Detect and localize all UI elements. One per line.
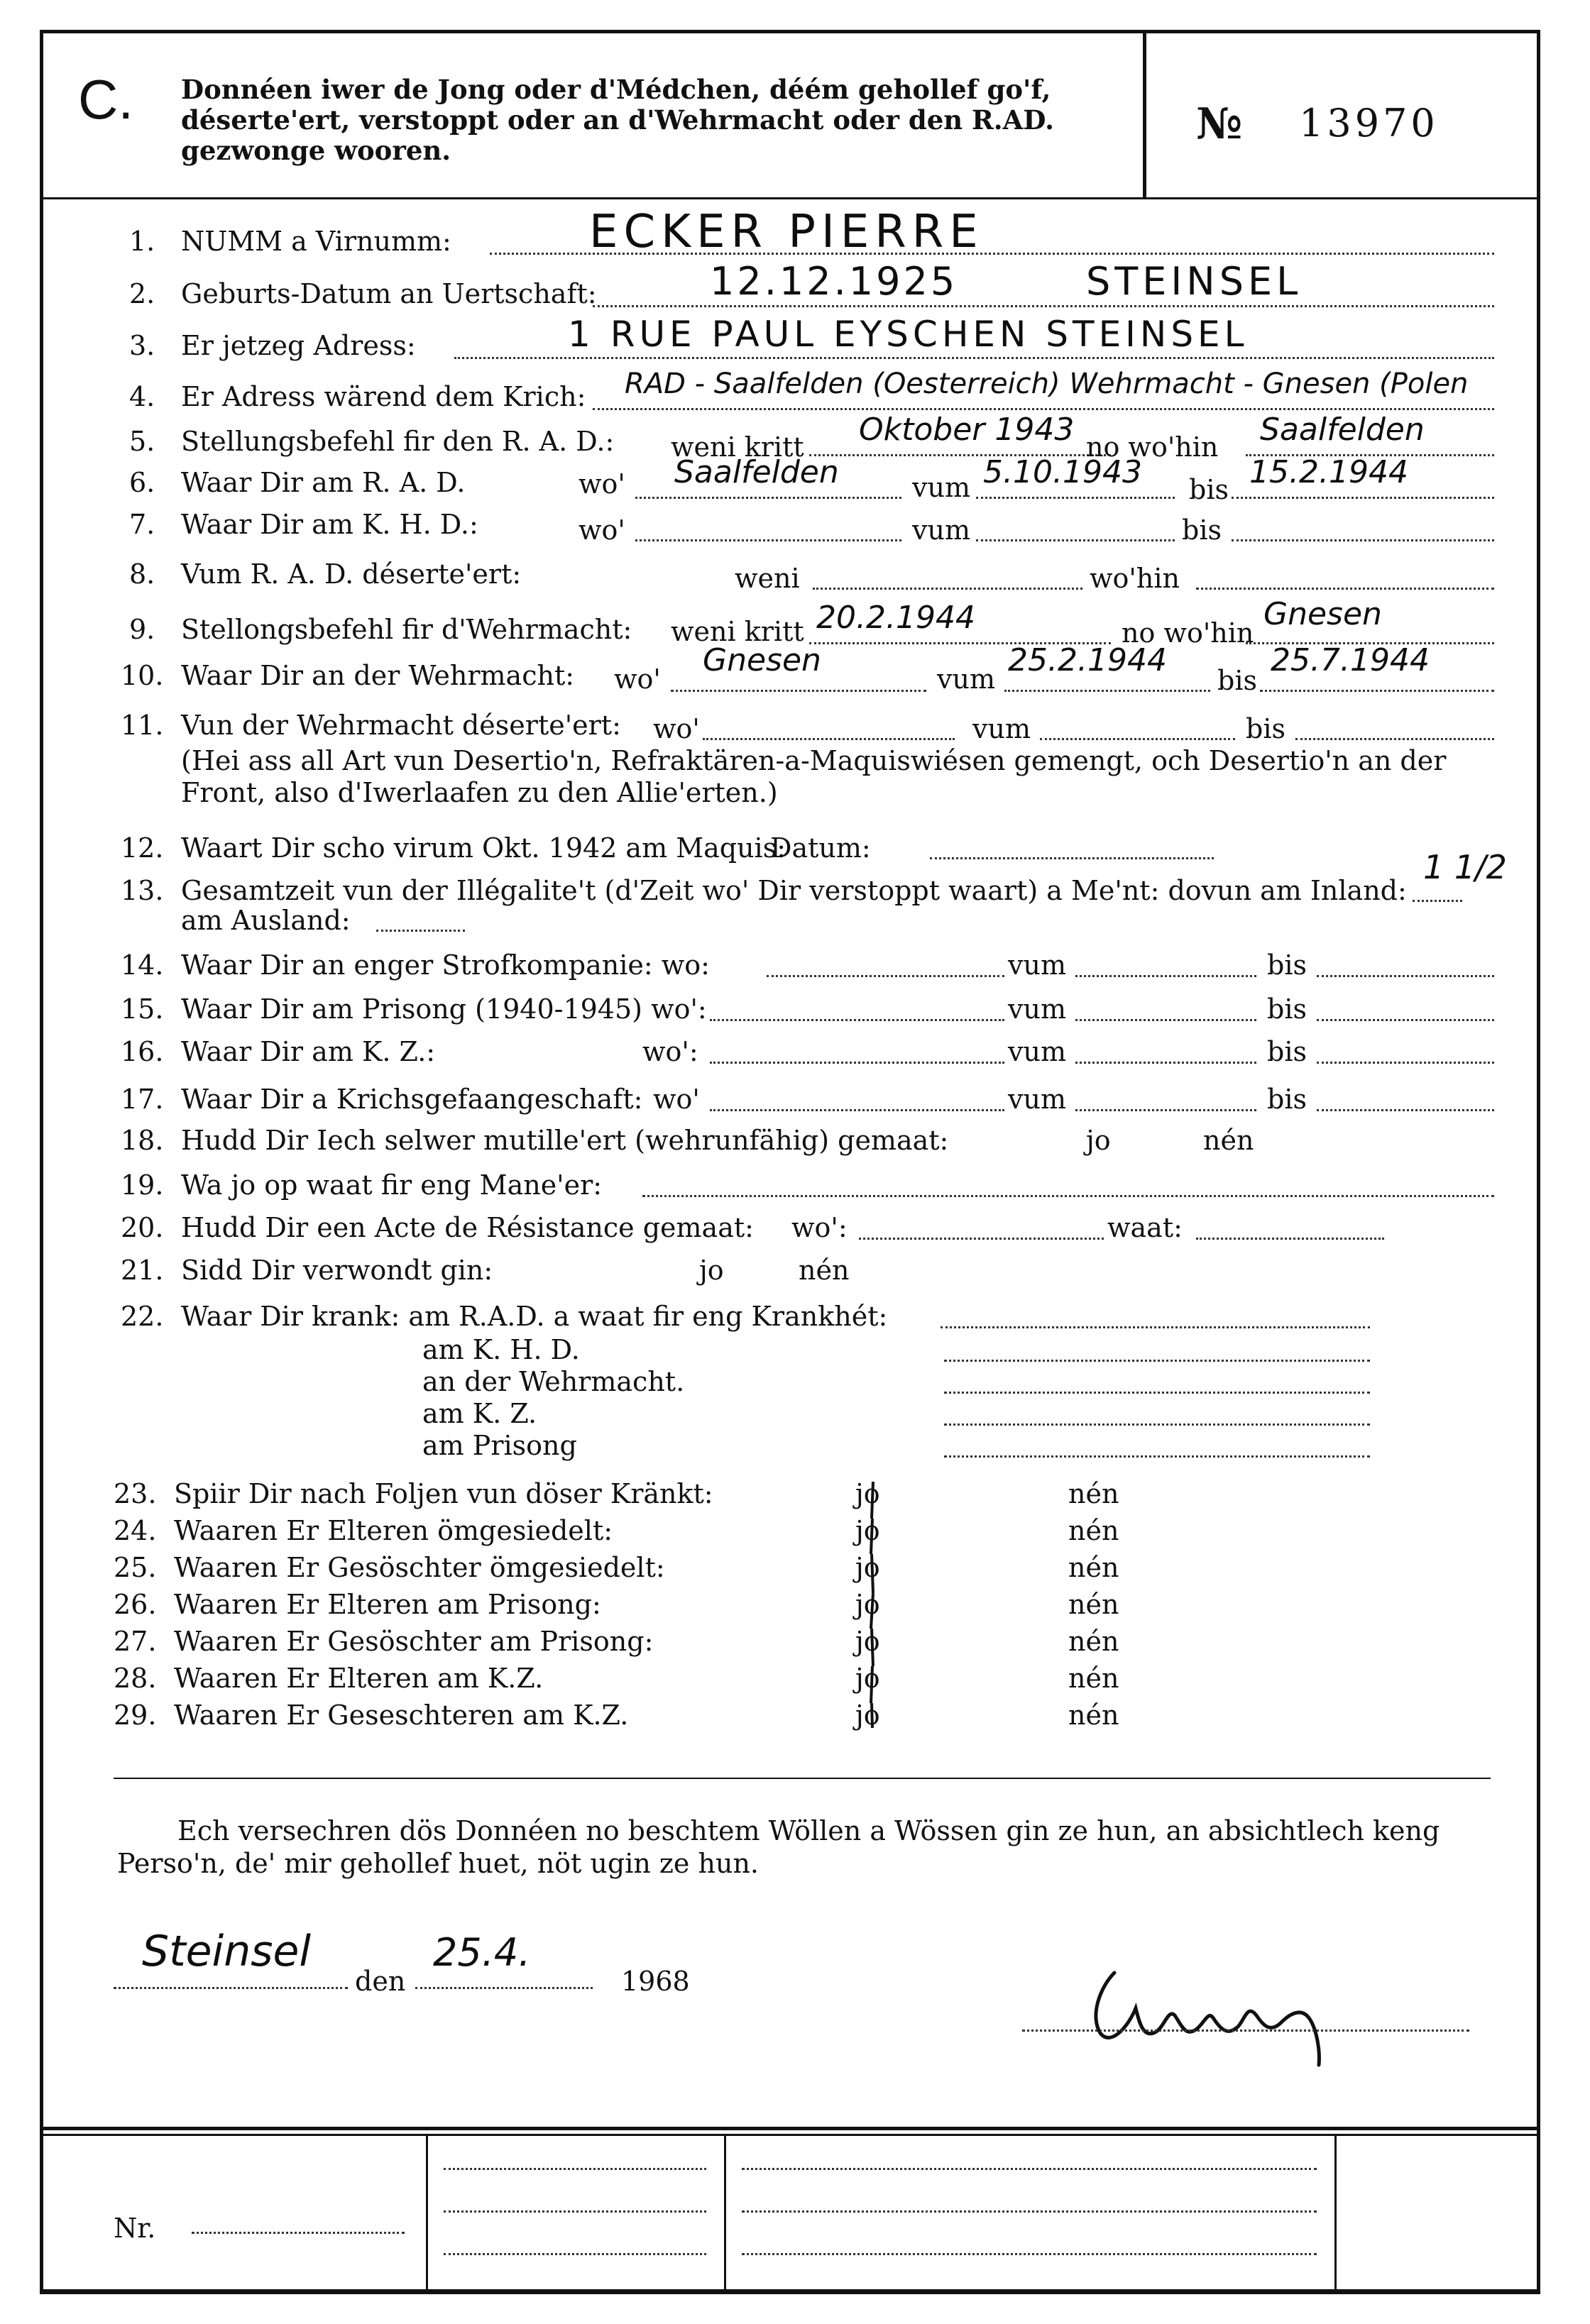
- birth-date-field[interactable]: 12.12.1925: [710, 259, 958, 304]
- signature-place-field[interactable]: Steinsel: [142, 1927, 312, 1976]
- footer-rule-top: [40, 2127, 1540, 2130]
- wehrmacht-desert-label: Vun der Wehrmacht déserte'ert:: [181, 710, 621, 741]
- resistance-wo: wo':: [791, 1212, 848, 1243]
- parents-prison-nen[interactable]: nén: [1068, 1589, 1119, 1620]
- line-number: 24.: [114, 1515, 157, 1546]
- illness-sub-prisong: am Prisong: [422, 1430, 577, 1461]
- rad-service-from-field[interactable]: 5.10.1943: [983, 454, 1142, 490]
- captivity-from-dots: [1075, 1109, 1256, 1111]
- punishment-company-label: Waar Dir an enger Strofkompanie: wo:: [181, 949, 710, 981]
- parents-resettled-nen[interactable]: nén: [1068, 1515, 1119, 1546]
- wehrmacht-desert-bis: bis: [1246, 713, 1285, 744]
- wehrmacht-service-vum: vum: [937, 663, 995, 695]
- khd-bis: bis: [1182, 514, 1222, 546]
- line-number: 7.: [129, 509, 155, 540]
- prison-place-dots: [710, 1019, 1004, 1021]
- rad-service-vum: vum: [912, 472, 970, 503]
- footer-divider-2: [724, 2134, 726, 2289]
- line-number: 8.: [129, 558, 155, 590]
- birth-dots: [593, 305, 1494, 307]
- line-number: 1.: [129, 226, 155, 257]
- declaration-line-1: Ech versechren dös Donnéen no beschtem Wöllen a Wössen gin ze hun, an absichtlech keng: [177, 1815, 1440, 1846]
- wehrmacht-service-place-field[interactable]: Gnesen: [703, 642, 821, 678]
- footer-cell-dots: [444, 2210, 706, 2213]
- line-number: 14.: [121, 949, 164, 981]
- siblings-kz-nen[interactable]: nén: [1068, 1700, 1119, 1731]
- self-mutilation-nen[interactable]: nén: [1203, 1125, 1254, 1156]
- parents-kz-label: Waaren Er Elteren am K.Z.: [174, 1663, 544, 1694]
- siblings-prison-label: Waaren Er Gesöschter am Prisong:: [174, 1626, 654, 1657]
- wounded-jo[interactable]: jo: [699, 1255, 724, 1286]
- wehrmacht-desert-to-dots: [1295, 738, 1494, 740]
- prison-bis: bis: [1267, 993, 1307, 1025]
- line-number: 19.: [121, 1169, 164, 1201]
- illness-effects-nen[interactable]: nén: [1068, 1478, 1119, 1509]
- line-number: 23.: [114, 1478, 157, 1509]
- line-number: 15.: [121, 993, 164, 1025]
- resistance-waat: waat:: [1107, 1212, 1183, 1243]
- illness-wehrmacht-dots: [944, 1392, 1370, 1394]
- war-address-label: Er Adress wärend dem Krich:: [181, 381, 586, 412]
- address-label: Er jetzeg Adress:: [181, 330, 416, 361]
- line-number: 11.: [121, 710, 164, 741]
- rad-service-place-field[interactable]: Saalfelden: [674, 454, 839, 490]
- header-divider: [1143, 30, 1146, 199]
- line-number: 28.: [114, 1663, 157, 1694]
- rad-service-to-dots: [1232, 497, 1494, 499]
- rad-desert-label: Vum R. A. D. déserte'ert:: [181, 558, 522, 590]
- rad-order-weni: weni kritt: [671, 431, 804, 463]
- wehrmacht-service-to-field[interactable]: 25.7.1944: [1271, 642, 1430, 678]
- footer-cell-dots: [444, 2253, 706, 2255]
- captivity-vum: vum: [1008, 1084, 1066, 1115]
- prison-vum: vum: [1008, 993, 1066, 1025]
- rad-order-label: Stellungsbefehl fir den R. A. D.:: [181, 426, 615, 457]
- punishment-company-from-dots: [1075, 975, 1256, 977]
- line-number: 26.: [114, 1589, 157, 1620]
- punishment-company-place-dots: [767, 975, 1004, 977]
- address-field[interactable]: 1 RUE PAUL EYSCHEN STEINSEL: [568, 314, 1249, 355]
- illness-sub-khd: am K. H. D.: [422, 1334, 580, 1365]
- self-mutilation-label: Hudd Dir Iech selwer mutille'ert (wehrunfähig) gemaat:: [181, 1125, 949, 1156]
- line-number: 18.: [121, 1125, 164, 1156]
- resistance-place-dots: [859, 1238, 1104, 1240]
- line-number: 29.: [114, 1700, 157, 1731]
- khd-wo: wo': [579, 514, 625, 546]
- line-number: 5.: [129, 426, 155, 457]
- captivity-place-dots: [710, 1109, 1004, 1111]
- desertion-note-1: (Hei ass all Art vun Desertio'n, Refraktären-a-Maquiswiésen gemengt, och Desertio'n an der: [181, 745, 1447, 776]
- kz-bis: bis: [1267, 1036, 1307, 1067]
- parents-prison-jo[interactable]: jo: [855, 1589, 880, 1620]
- line-number: 12.: [121, 832, 164, 864]
- name-field[interactable]: ECKER PIERRE: [589, 206, 984, 258]
- rad-service-from-dots: [976, 497, 1175, 499]
- address-dots: [454, 357, 1494, 359]
- wehrmacht-order-date-field[interactable]: 20.2.1944: [816, 600, 975, 636]
- illness-effects-label: Spiir Dir nach Foljen vun döser Kränkt:: [174, 1478, 713, 1509]
- rad-service-bis: bis: [1189, 474, 1229, 505]
- declaration-line-2: Perso'n, de' mir gehollef huet, nöt ugin ze hun.: [117, 1848, 760, 1879]
- khd-vum: vum: [912, 514, 970, 546]
- parents-resettled-jo[interactable]: jo: [855, 1515, 880, 1546]
- wehrmacht-desert-place-dots: [703, 738, 955, 740]
- wehrmacht-service-from-field[interactable]: 25.2.1944: [1008, 642, 1167, 678]
- jo-strike-mark: [852, 1476, 894, 1739]
- footer-divider-3: [1334, 2134, 1337, 2289]
- kz-label: Waar Dir am K. Z.:: [181, 1036, 436, 1067]
- footer-nr-label: Nr.: [114, 2213, 156, 2244]
- khd-label: Waar Dir am K. H. D.:: [181, 509, 478, 540]
- khd-from-dots: [976, 539, 1175, 541]
- wehrmacht-service-from-dots: [1004, 690, 1210, 692]
- rad-order-date-field[interactable]: Oktober 1943: [859, 412, 1075, 448]
- line-number: 16.: [121, 1036, 164, 1067]
- rad-desert-weni: weni: [735, 563, 800, 594]
- line-number: 21.: [121, 1255, 164, 1286]
- maquis-datum: Datum:: [770, 832, 871, 864]
- illness-effects-jo[interactable]: jo: [855, 1478, 880, 1509]
- rad-service-to-field[interactable]: 15.2.1944: [1249, 454, 1408, 490]
- wounded-nen[interactable]: nén: [799, 1255, 850, 1286]
- handwritten-signature: [1022, 1959, 1405, 2072]
- parents-kz-nen[interactable]: nén: [1068, 1663, 1119, 1694]
- punishment-company-to-dots: [1317, 975, 1494, 977]
- kz-place-dots: [710, 1062, 1004, 1064]
- line-number: 2.: [129, 278, 155, 309]
- kz-vum: vum: [1008, 1036, 1066, 1067]
- illness-sub-kz: am K. Z.: [422, 1398, 537, 1429]
- illness-label: Waar Dir krank: am R.A.D. a waat fir eng Krankhét:: [181, 1301, 888, 1332]
- war-address-field[interactable]: RAD - Saalfelden (Oesterreich) Wehrmacht - Gnesen (Polen: [625, 368, 1469, 400]
- khd-place-dots: [635, 539, 901, 541]
- illegality-ausland-dots: [376, 930, 465, 932]
- wehrmacht-order-weni: weni kritt: [671, 616, 804, 647]
- rad-order-wohin: no wo'hin: [1086, 431, 1219, 463]
- line-number: 25.: [114, 1552, 157, 1583]
- wehrmacht-service-wo: wo': [614, 663, 661, 695]
- footer-cell-dots: [742, 2253, 1317, 2255]
- line-number: 20.: [121, 1212, 164, 1243]
- war-address-dots: [593, 408, 1494, 410]
- punishment-company-bis: bis: [1267, 949, 1307, 981]
- footer-cell-dots: [742, 2210, 1317, 2213]
- mutilation-method-label: Wa jo op waat fir eng Mane'er:: [181, 1169, 603, 1201]
- wehrmacht-order-place-field[interactable]: Gnesen: [1263, 596, 1382, 632]
- siblings-prison-jo[interactable]: jo: [855, 1626, 880, 1657]
- line-number: 9.: [129, 614, 155, 645]
- rad-desert-place-dots: [1196, 588, 1494, 590]
- footer-nr-dots: [192, 2232, 405, 2234]
- kz-from-dots: [1075, 1062, 1256, 1064]
- prison-label: Waar Dir am Prisong (1940-1945) wo':: [181, 993, 707, 1025]
- punishment-company-vum: vum: [1008, 949, 1066, 981]
- wehrmacht-service-place-dots: [671, 690, 926, 692]
- maquis-label: Waart Dir scho virum Okt. 1942 am Maquis:: [181, 832, 786, 864]
- rad-desert-wohin: wo'hin: [1090, 563, 1180, 594]
- footer-cell-dots: [444, 2168, 706, 2170]
- line-number: 3.: [129, 330, 155, 361]
- rad-desert-date-dots: [813, 588, 1082, 590]
- illegality-inland-dots: [1413, 900, 1462, 902]
- wehrmacht-order-label: Stellongsbefehl fir d'Wehrmacht:: [181, 614, 632, 645]
- place-dots: [114, 1987, 348, 1989]
- kz-wo: wo':: [642, 1036, 698, 1067]
- line-number: 17.: [121, 1084, 164, 1115]
- birth-label: Geburts-Datum an Uertschaft:: [181, 278, 597, 309]
- header-rule: [40, 197, 1540, 199]
- illegality-inland-field[interactable]: 1 1/2: [1423, 848, 1507, 886]
- maquis-date-dots: [930, 857, 1214, 859]
- section-letter: C.: [78, 68, 133, 131]
- year-label: 1968: [621, 1966, 690, 1997]
- rad-service-label: Waar Dir am R. A. D.: [181, 467, 466, 498]
- line-number: 10.: [121, 660, 164, 691]
- rad-order-place-field[interactable]: Saalfelden: [1260, 412, 1425, 448]
- wounded-label: Sidd Dir verwondt gin:: [181, 1255, 493, 1286]
- form-number: 13970: [1299, 101, 1439, 145]
- siblings-kz-label: Waaren Er Geseschteren am K.Z.: [174, 1700, 629, 1731]
- illness-kz-dots: [944, 1423, 1370, 1426]
- siblings-prison-nen[interactable]: nén: [1068, 1626, 1119, 1657]
- rad-service-wo: wo': [579, 468, 625, 500]
- signature-date-field[interactable]: 25.4.: [433, 1930, 531, 1975]
- kz-to-dots: [1317, 1062, 1494, 1064]
- line-number: 22.: [121, 1301, 164, 1332]
- captivity-to-dots: [1317, 1109, 1494, 1111]
- form-border-bottom: [40, 2289, 1540, 2294]
- illness-rad-dots: [941, 1326, 1370, 1328]
- footer-divider-1: [426, 2134, 428, 2289]
- siblings-kz-jo[interactable]: jo: [855, 1700, 880, 1731]
- wehrmacht-desert-vum: vum: [972, 713, 1031, 744]
- siblings-resettled-jo[interactable]: jo: [855, 1552, 880, 1583]
- line-number: 4.: [129, 381, 155, 412]
- form-title: Donnéen iwer de Jong oder d'Médchen, déém gehollef go'f, déserte'ert, verstoppt oder an d'Wehrmacht oder den R.AD. gezwonge wooren.: [181, 74, 1055, 166]
- den-label: den: [355, 1966, 406, 1997]
- parents-kz-jo[interactable]: jo: [855, 1663, 880, 1694]
- captivity-wo: wo': [653, 1084, 700, 1115]
- mutilation-method-dots: [642, 1195, 1494, 1197]
- line-number: 27.: [114, 1626, 157, 1657]
- footer-cell-dots: [742, 2168, 1317, 2170]
- declaration-rule: [114, 1778, 1491, 1779]
- illness-prisong-dots: [944, 1455, 1370, 1458]
- prison-to-dots: [1317, 1019, 1494, 1021]
- footer-rule-top-2: [40, 2134, 1540, 2136]
- wehrmacht-desert-from-dots: [1040, 738, 1235, 740]
- resistance-label: Hudd Dir een Acte de Résistance gemaat:: [181, 1212, 754, 1243]
- wehrmacht-desert-wo: wo': [653, 713, 700, 744]
- parents-resettled-label: Waaren Er Elteren ömgesiedelt:: [174, 1515, 613, 1546]
- prison-from-dots: [1075, 1019, 1256, 1021]
- signature-dots: [1022, 2030, 1469, 2032]
- khd-to-dots: [1232, 539, 1494, 541]
- illegality-ausland-label: am Ausland:: [181, 905, 351, 936]
- captivity-label: Waar Dir a Krichsgefaangeschaft:: [181, 1084, 643, 1115]
- line-number: 6.: [129, 467, 155, 498]
- wehrmacht-service-to-dots: [1260, 690, 1494, 692]
- self-mutilation-jo[interactable]: jo: [1086, 1125, 1111, 1156]
- birth-place-field[interactable]: STEINSEL: [1086, 259, 1303, 304]
- siblings-resettled-label: Waaren Er Gesöschter ömgesiedelt:: [174, 1552, 665, 1583]
- illness-khd-dots: [944, 1360, 1370, 1362]
- wehrmacht-service-bis: bis: [1217, 665, 1257, 696]
- date-dots: [415, 1987, 593, 1989]
- illegality-label: Gesamtzeit vun der Illégalite't (d'Zeit wo' Dir verstoppt waart) a Me'nt: dovun am Inland:: [181, 875, 1407, 906]
- name-label: NUMM a Virnumm:: [181, 226, 451, 257]
- number-symbol: №: [1196, 99, 1243, 149]
- siblings-resettled-nen[interactable]: nén: [1068, 1552, 1119, 1583]
- parents-prison-label: Waaren Er Elteren am Prisong:: [174, 1589, 601, 1620]
- captivity-bis: bis: [1267, 1084, 1307, 1115]
- rad-service-place-dots: [635, 497, 901, 499]
- line-number: 13.: [121, 875, 164, 906]
- resistance-what-dots: [1196, 1238, 1384, 1240]
- desertion-note-2: Front, also d'Iwerlaafen zu den Allie'erten.): [181, 777, 778, 808]
- illness-sub-wehrmacht: an der Wehrmacht.: [422, 1366, 685, 1397]
- wehrmacht-service-label: Waar Dir an der Wehrmacht:: [181, 660, 575, 691]
- wehrmacht-order-wohin: no wo'hin: [1122, 617, 1254, 649]
